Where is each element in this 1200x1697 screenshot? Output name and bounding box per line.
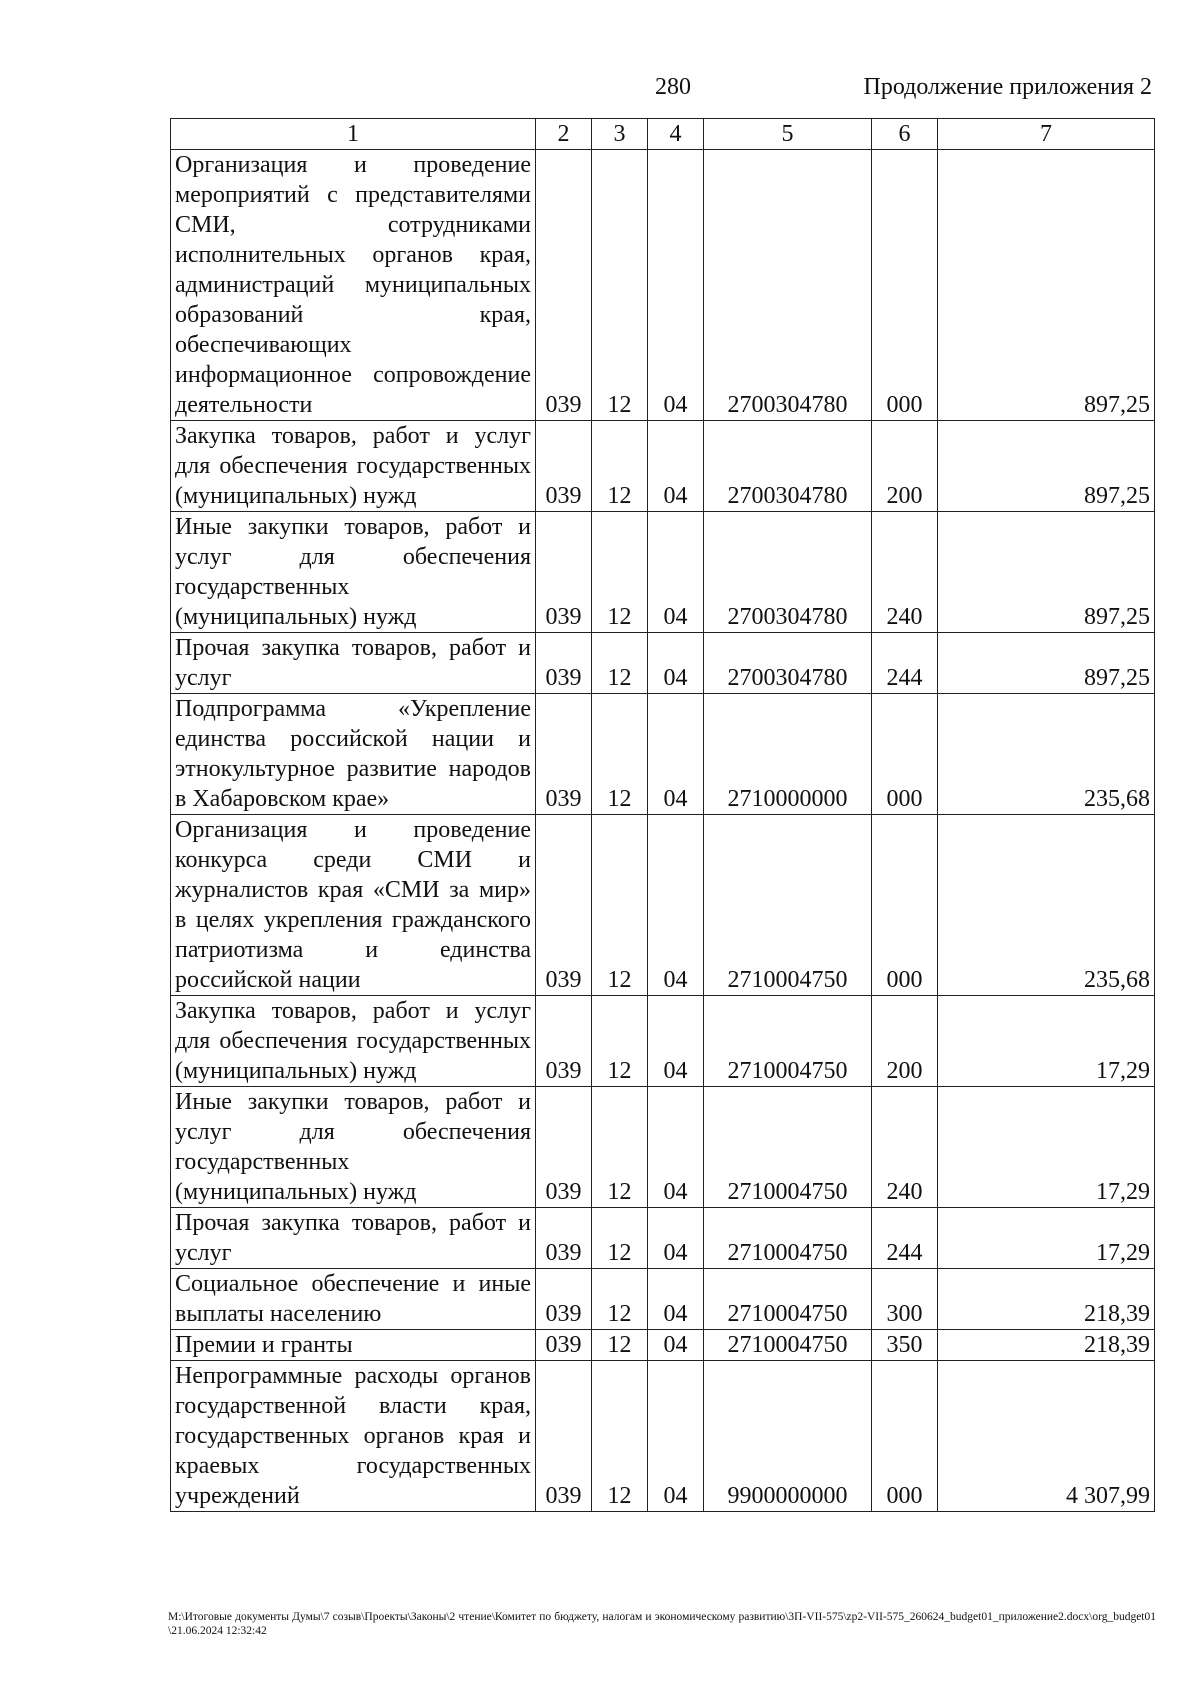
ministry-code-cell: 039: [536, 1087, 592, 1208]
subsection-code-cell: 04: [648, 633, 704, 694]
target-article-cell: 9900000000: [704, 1361, 872, 1512]
table-row: [171, 1361, 1155, 1512]
table-row: [171, 996, 1155, 1087]
amount-cell: 4 307,99: [938, 1361, 1155, 1512]
table-header-row: [171, 119, 1155, 150]
ministry-code-cell: 039: [536, 815, 592, 996]
table-row: [171, 815, 1155, 996]
expense-type-cell: 244: [872, 1208, 938, 1269]
subsection-code-cell: 04: [648, 1087, 704, 1208]
expense-name-cell: Премии и гранты: [171, 1330, 536, 1361]
section-code-cell: 12: [592, 1087, 648, 1208]
expense-name-cell: Иные закупки товаров, работ и услуг для обеспечения государственных (муниципальных) нужд: [171, 512, 536, 633]
table-row: [171, 1330, 1155, 1361]
expense-type-cell: 244: [872, 633, 938, 694]
ministry-code-cell: 039: [536, 512, 592, 633]
subsection-code-cell: 04: [648, 815, 704, 996]
section-code-cell: 12: [592, 512, 648, 633]
expense-name-cell: Прочая закупка товаров, работ и услуг: [171, 633, 536, 694]
section-code-cell: 12: [592, 996, 648, 1087]
expense-type-cell: 200: [872, 421, 938, 512]
expense-name-cell: Организация и проведение конкурса среди СМИ и журналистов края «СМИ за мир» в целях укрепления гражданского патриотизма и единства российской нации: [171, 815, 536, 996]
ministry-code-cell: 039: [536, 1269, 592, 1330]
column-header: 4: [648, 119, 704, 150]
section-code-cell: 12: [592, 421, 648, 512]
expense-type-cell: 000: [872, 694, 938, 815]
amount-cell: 897,25: [938, 633, 1155, 694]
expense-type-cell: 300: [872, 1269, 938, 1330]
expense-name-cell: Социальное обеспечение и иные выплаты населению: [171, 1269, 536, 1330]
continuation-title: Продолжение приложения 2: [863, 74, 1152, 100]
amount-cell: 17,29: [938, 1208, 1155, 1269]
ministry-code-cell: 039: [536, 1361, 592, 1512]
amount-cell: 897,25: [938, 150, 1155, 421]
subsection-code-cell: 04: [648, 1330, 704, 1361]
expense-name-cell: Закупка товаров, работ и услуг для обеспечения государственных (муниципальных) нужд: [171, 996, 536, 1087]
subsection-code-cell: 04: [648, 421, 704, 512]
expense-type-cell: 240: [872, 512, 938, 633]
expense-type-cell: 350: [872, 1330, 938, 1361]
table-row: [171, 1087, 1155, 1208]
target-article-cell: 2700304780: [704, 421, 872, 512]
expense-type-cell: 200: [872, 996, 938, 1087]
ministry-code-cell: 039: [536, 996, 592, 1087]
target-article-cell: 2710004750: [704, 1269, 872, 1330]
target-article-cell: 2710004750: [704, 996, 872, 1087]
subsection-code-cell: 04: [648, 1361, 704, 1512]
subsection-code-cell: 04: [648, 150, 704, 421]
subsection-code-cell: 04: [648, 694, 704, 815]
table-row: [171, 150, 1155, 421]
column-header: 3: [592, 119, 648, 150]
ministry-code-cell: 039: [536, 694, 592, 815]
expense-name-cell: Прочая закупка товаров, работ и услуг: [171, 1208, 536, 1269]
table-row: [171, 512, 1155, 633]
expense-name-cell: Подпрограмма «Укрепление единства российской нации и этнокультурное развитие народов в Хабаровском крае»: [171, 694, 536, 815]
column-header: 2: [536, 119, 592, 150]
column-header: 1: [171, 119, 536, 150]
expense-name-cell: Непрограммные расходы органов государственной власти края, государственных органов края и краевых государственных учреждений: [171, 1361, 536, 1512]
expense-type-cell: 240: [872, 1087, 938, 1208]
ministry-code-cell: 039: [536, 1330, 592, 1361]
column-header: 7: [938, 119, 1155, 150]
subsection-code-cell: 04: [648, 996, 704, 1087]
amount-cell: 17,29: [938, 1087, 1155, 1208]
subsection-code-cell: 04: [648, 1208, 704, 1269]
budget-table: [170, 118, 1155, 1512]
table-row: [171, 1269, 1155, 1330]
section-code-cell: 12: [592, 150, 648, 421]
section-code-cell: 12: [592, 1361, 648, 1512]
column-header: 6: [872, 119, 938, 150]
amount-cell: 235,68: [938, 694, 1155, 815]
expense-type-cell: 000: [872, 150, 938, 421]
amount-cell: 218,39: [938, 1269, 1155, 1330]
target-article-cell: 2700304780: [704, 633, 872, 694]
target-article-cell: 2710000000: [704, 694, 872, 815]
section-code-cell: 12: [592, 1208, 648, 1269]
ministry-code-cell: 039: [536, 421, 592, 512]
amount-cell: 218,39: [938, 1330, 1155, 1361]
expense-type-cell: 000: [872, 815, 938, 996]
section-code-cell: 12: [592, 694, 648, 815]
subsection-code-cell: 04: [648, 1269, 704, 1330]
table-row: [171, 694, 1155, 815]
table-row: [171, 421, 1155, 512]
document-path-footer: M:\Итоговые документы Думы\7 созыв\Проекты\Законы\2 чтение\Комитет по бюджету, налогам и экономическому развитию\3П-VII-575\zp2-VII-575_260624_budget01_приложение2.docx\org_budget01\21.06.2024 12:32:42: [168, 1611, 1156, 1637]
page-number: 280: [655, 74, 691, 100]
section-code-cell: 12: [592, 1269, 648, 1330]
amount-cell: 897,25: [938, 421, 1155, 512]
amount-cell: 897,25: [938, 512, 1155, 633]
target-article-cell: 2700304780: [704, 150, 872, 421]
expense-name-cell: Иные закупки товаров, работ и услуг для обеспечения государственных (муниципальных) нужд: [171, 1087, 536, 1208]
ministry-code-cell: 039: [536, 633, 592, 694]
target-article-cell: 2710004750: [704, 1208, 872, 1269]
ministry-code-cell: 039: [536, 150, 592, 421]
target-article-cell: 2710004750: [704, 1330, 872, 1361]
subsection-code-cell: 04: [648, 512, 704, 633]
ministry-code-cell: 039: [536, 1208, 592, 1269]
section-code-cell: 12: [592, 1330, 648, 1361]
column-header: 5: [704, 119, 872, 150]
section-code-cell: 12: [592, 815, 648, 996]
table-row: [171, 633, 1155, 694]
amount-cell: 17,29: [938, 996, 1155, 1087]
target-article-cell: 2700304780: [704, 512, 872, 633]
expense-type-cell: 000: [872, 1361, 938, 1512]
section-code-cell: 12: [592, 633, 648, 694]
target-article-cell: 2710004750: [704, 1087, 872, 1208]
amount-cell: 235,68: [938, 815, 1155, 996]
expense-name-cell: Закупка товаров, работ и услуг для обеспечения государственных (муниципальных) нужд: [171, 421, 536, 512]
target-article-cell: 2710004750: [704, 815, 872, 996]
table-row: [171, 1208, 1155, 1269]
expense-name-cell: Организация и проведение мероприятий с представителями СМИ, сотрудниками исполнительных органов края, администраций муниципальных образований края, обеспечивающих информационное сопровождение деятельности: [171, 150, 536, 421]
